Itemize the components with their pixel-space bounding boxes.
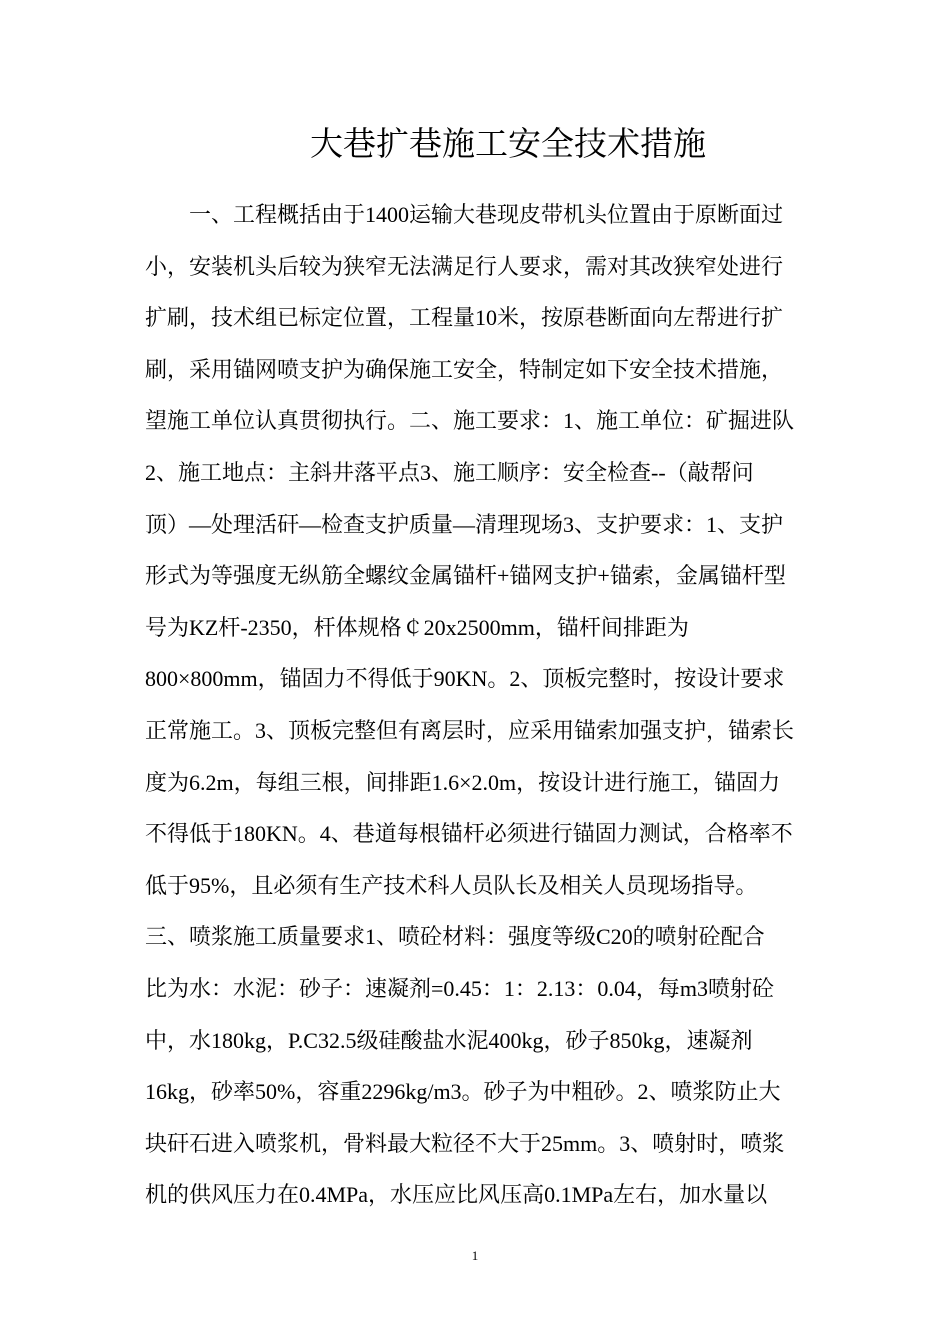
body-line: 度为6.2m，每组三根，间排距1.6×2.0m，按设计进行施工，锚固力	[145, 769, 781, 795]
body-line: 望施工单位认真贯彻执行。二、施工要求：1、施工单位：矿掘进队	[145, 408, 795, 434]
body-line: 低于95%，且必须有生产技术科人员队长及相关人员现场指导。	[145, 872, 758, 898]
body-line: 刷，采用锚网喷支护为确保施工安全，特制定如下安全技术措施，	[145, 356, 784, 382]
body-line: 块矸石进入喷浆机，骨料最大粒径不大于25mm。3、喷射时，喷浆	[145, 1130, 785, 1156]
body-line: 正常施工。3、顶板完整但有离层时，应采用锚索加强支护，锚索长	[145, 717, 795, 743]
body-line: 扩刷，技术组已标定位置，工程量10米，按原巷断面向左帮进行扩	[145, 305, 784, 331]
body-line: 中，水180kg，P.C32.5级硅酸盐水泥400kg，砂子850kg，速凝剂	[145, 1027, 753, 1053]
body-line: 2、施工地点：主斜井落平点3、施工顺序：安全检查--（敲帮问	[145, 459, 754, 485]
document-title: 大巷扩巷施工安全技术措施	[310, 124, 706, 163]
body-line: 号为KZ杆-2350，杆体规格￠20x2500mm，锚杆间排距为	[145, 614, 689, 640]
body-line: 比为水：水泥：砂子：速凝剂=0.45：1：2.13：0.04，每m3喷射砼	[145, 975, 775, 1001]
document-body	[145, 189, 815, 1221]
body-line: 16kg，砂率50%，容重2296kg/m3。砂子为中粗砂。2、喷浆防止大	[145, 1079, 781, 1105]
body-line: 机的供风压力在0.4MPa，水压应比风压高0.1MPa左右，加水量以	[145, 1182, 768, 1208]
body-line: 形式为等强度无纵筋全螺纹金属锚杆+锚网支护+锚索，金属锚杆型	[145, 563, 786, 589]
body-line: 三、喷浆施工质量要求1、喷砼材料：强度等级C20的喷射砼配合	[145, 924, 765, 950]
page-number: 1	[471, 1248, 479, 1263]
body-line: 800×800mm，锚固力不得低于90KN。2、顶板完整时，按设计要求	[145, 666, 785, 692]
body-line: 不得低于180KN。4、巷道每根锚杆必须进行锚固力测试，合格率不	[145, 821, 793, 847]
body-line: 一、工程概括由于1400运输大巷现皮带机头位置由于原断面过	[145, 202, 784, 227]
body-line: 小，安装机头后较为狭窄无法满足行人要求，需对其改狭窄处进行	[145, 253, 784, 279]
body-line: 顶）—处理活矸—检查支护质量—清理现场3、支护要求：1、支护	[145, 511, 784, 537]
